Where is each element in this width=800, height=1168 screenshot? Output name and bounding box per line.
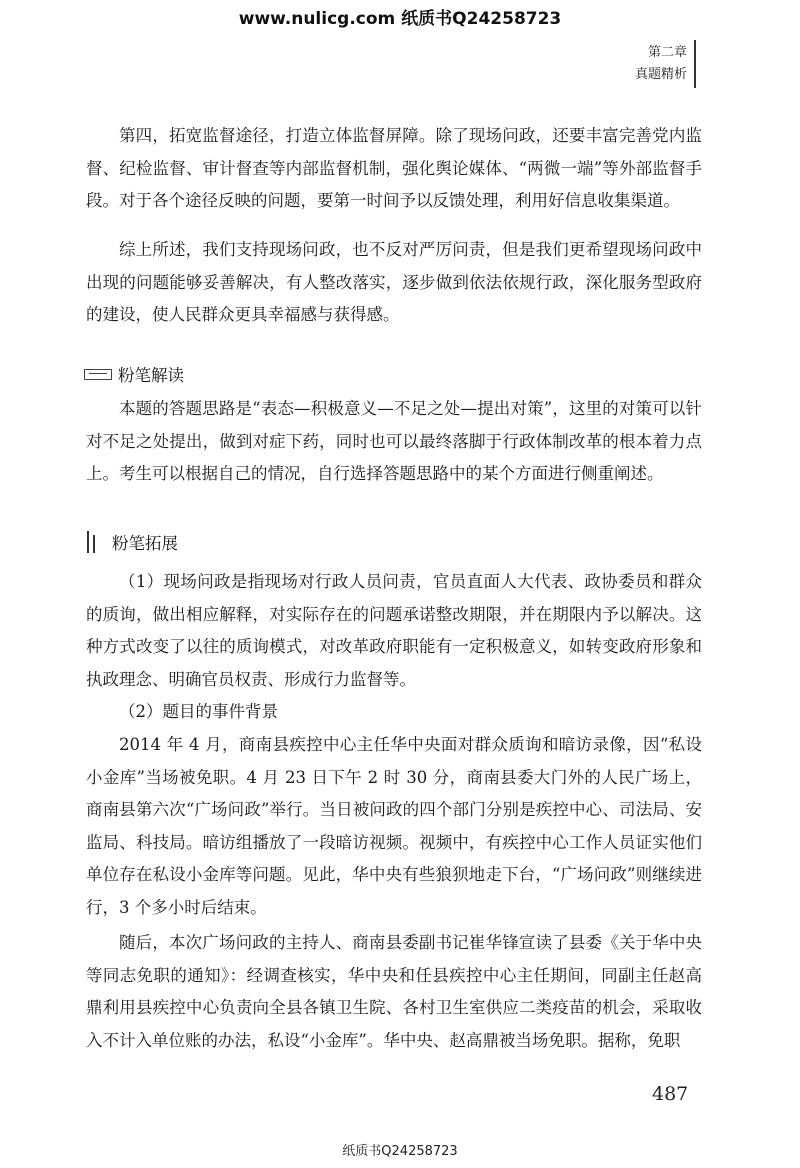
section-heading-tuozhan [84, 530, 178, 554]
section-heading-jiedu [84, 362, 184, 386]
bottom-watermark: 纸质书Q24258723 [342, 1144, 458, 1159]
section-title-tuozhan: 粉笔拓展 [112, 534, 178, 553]
tuozhan-paragraph-1: （1）现场问政是指现场对行政人员问责，官员直面人大代表、政协委员和群众的质询，做出相应解释，对实际存在的问题承诺整改期限，并在期限内予以解决。这种方式改变了以往的质询模式，对改革政府职能有一定积极意义，如转变政府形象和执政理念、明确官员权责、形成行力监督等。 [86, 572, 702, 689]
section-title-jiedu: 粉笔解读 [118, 366, 184, 385]
section-bars-icon [84, 531, 102, 553]
body-paragraph-2: 综上所述，我们支持现场问政，也不反对严厉问责，但是我们更希望现场问政中出现的问题能够妥善解决，有人整改落实，逐步做到依法依规行政，深化服务型政府的建设，使人民群众更具幸福感与获得感。 [86, 240, 702, 324]
top-watermark: www.nulicg.com 纸质书Q24258723 [238, 9, 562, 29]
tuozhan-paragraph-3: 2014 年 4 月，商南县疾控中心主任华中央面对群众质询和暗访录像，因“私设小金库”当场被免职。4 月 23 日下午 2 时 30 分，商南县委大门外的人民广场上，商南县第六次“广场问政”举行。当日被问政的四个部门分别是疾控中心、司法局、安监局、科技局。暗访组播放了一段暗访视频。视频中，有疾控中心工作人员证实他们单位存在私设小金库等问题。见此，华中央有些狼狈地走下台，“广场问政”则继续进行，3 个多小时后结束。 [86, 735, 702, 917]
tuozhan-paragraph-2: （2）题目的事件背景 [119, 702, 278, 721]
chapter-subtitle: 真题精析 [634, 67, 687, 82]
section-box-icon [84, 369, 112, 380]
chapter-title: 第二章 [647, 45, 687, 60]
body-paragraph-1: 第四，拓宽监督途径，打造立体监督屏障。除了现场问政，还要丰富完善党内监督、纪检监督、审计督查等内部监督机制，强化舆论媒体、“两微一端”等外部监督手段。对于各个途径反映的问题，要第一时间予以反馈处理，利用好信息收集渠道。 [86, 126, 702, 210]
tuozhan-paragraph-4: 随后，本次广场问政的主持人、商南县委副书记崔华锋宣读了县委《关于华中央等同志免职的通知》：经调查核实，华中央和任县疾控中心主任期间，同副主任赵高鼎利用县疾控中心负责向全县各镇卫生院、各村卫生室供应二类疫苗的机会，采取收入不计入单位账的办法，私设“小金库”。华中央、赵高鼎被当场免职。据称，免职 [86, 933, 702, 1050]
header-divider [694, 40, 696, 88]
jiedu-paragraph: 本题的答题思路是“表态—积极意义—不足之处—提出对策”，这里的对策可以针对不足之处提出，做到对症下药，同时也可以最终落脚于行政体制改革的根本着力点上。考生可以根据自己的情况，自行选择答题思路中的某个方面进行侧重阐述。 [86, 399, 702, 483]
page-number: 487 [652, 1083, 689, 1105]
chapter-header [635, 42, 687, 86]
